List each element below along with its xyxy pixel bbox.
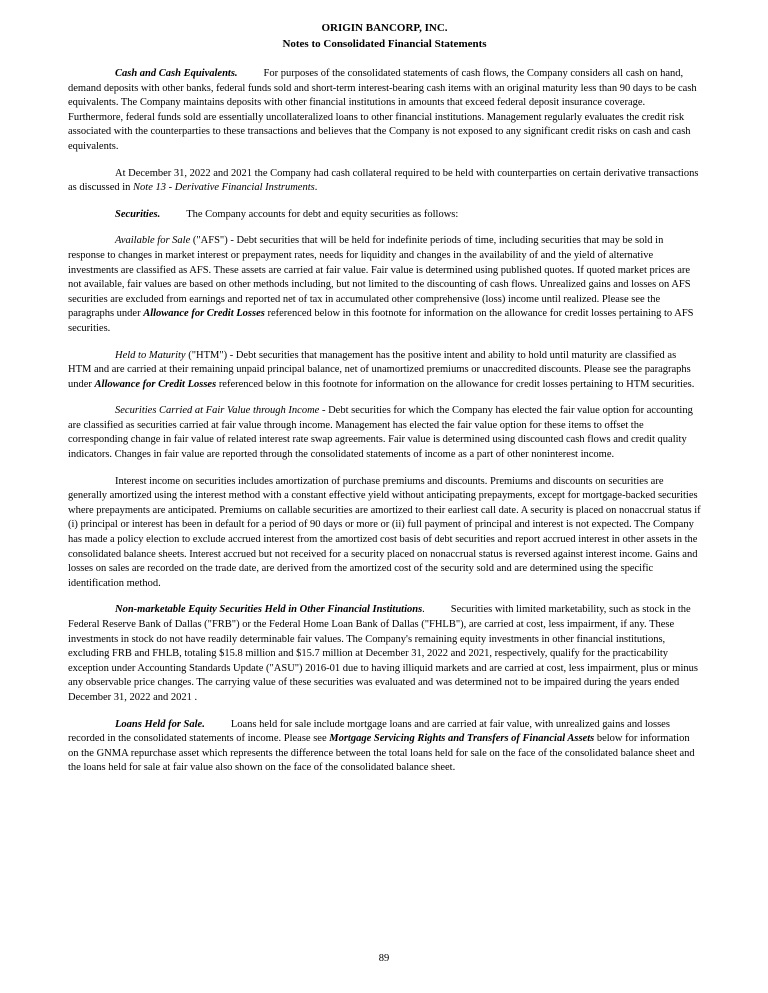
text-run: ("HTM") - Debt securities that management has the positive intent and ability to hold until maturity are classified as HTM and are carried at their remaining unpaid principal balance, net of unamortized premiums or unaccredited discounts. Please see the paragraphs under (68, 349, 691, 390)
italic-term: Note 13 - Derivative Financial Instruments (133, 182, 315, 194)
paragraph (68, 603, 701, 705)
bold-italic-term: Allowance for Credit Losses (143, 308, 265, 320)
text-run: Interest income on securities includes amortization of purchase premiums and discounts. Premiums and discounts on securities are generally amortized using the interest method with a constant effective yield without anticipating prepayments, except for mortgage-backed securities where prepayments are anticipated. Premiums on callable securities are amortized to their earliest call date. A security is placed on nonaccrual status if (i) principal or interest has been in default for a period of 90 days or more or (ii) full payment of principal and interest is not expected. The Company has made a policy election to exclude accrued interest from the amortized cost basis of debt securities and report accrued interest in other assets in the consolidated balance sheets. Interest accrued but not received for a security placed on nonaccrual status is reversed against interest income. Gains and losses on sales are recorded on the trade date, are derived from the amortized cost of the security sold and are determined using the specific identification method. (68, 475, 701, 589)
paragraph (68, 167, 701, 196)
text-run: Loans held for sale include mortgage loans and are carried at fair value, with unrealized gains and losses recorded in the consolidated statements of income. Please see (68, 718, 670, 745)
text-run: . (422, 604, 425, 616)
text-run: referenced below in this footnote for information on the allowance for credit losses pertaining to HTM securities. (216, 378, 695, 390)
italic-term: Securities Carried at Fair Value through Income (115, 405, 320, 417)
paragraph (68, 349, 701, 393)
page-number: 89 (378, 953, 390, 964)
bold-italic-term: Mortgage Servicing Rights and Transfers of Financial Assets (329, 733, 595, 745)
page-footer (0, 952, 768, 966)
text-run: . (314, 182, 318, 194)
italic-term: Held to Maturity (115, 349, 186, 361)
document-header (68, 20, 701, 52)
bold-italic-term: Cash and Cash Equivalents. (115, 68, 238, 79)
paragraph (68, 234, 701, 336)
paragraph (68, 718, 701, 776)
text-run: Securities with limited marketability, such as stock in the Federal Reserve Bank of Dallas ("FRB") or the Federal Home Loan Bank of Dallas ("FHLB"), are carried at cost, less impairment, if any. These investments in stock do not have readily determinable fair values. The Company's remaining equity investments in other financial institutions, excluding FRB and FHLB, totaling $15.8 million and $15.7 million at December 31, 2022 and 2021, respectively, qualify for the practicability exception under Accounting Standards Update ("ASU") 2016-01 due to having illiquid markets and are carried at cost, less impairment, plus or minus any observable price changes. The carrying value of these securities was evaluated and was determined not to be impaired during the years ended December 31, 2022 and 2021 . (68, 604, 698, 703)
paragraph (68, 208, 701, 223)
text-run: below for information on the GNMA repurchase asset which represents the difference between the total loans held for sale on the face of the consolidated balance sheet and the loans held for sale at fair value also shown on the face of the consolidated balance sheet. (68, 733, 695, 774)
paragraph (68, 475, 701, 592)
bold-italic-term: Allowance for Credit Losses (94, 378, 217, 390)
paragraph (68, 67, 701, 155)
bold-italic-term: Securities. (115, 208, 161, 220)
text-run: At December 31, 2022 and 2021 the Company had cash collateral required to be held with counterparties on certain derivative transactions as discussed in (68, 167, 699, 194)
document-title: Notes to Consolidated Financial Statements (282, 38, 487, 50)
text-run: - Debt securities for which the Company has elected the fair value option for accounting are classified as securities carried at fair value through income. Management has elected the fair value option for these items to offset the corresponding change in fair value of related interest rate swap agreements. Fair value is determined using discounted cash flows and credit quality indicators. Changes in fair value are reported through the consolidated statements of income as a part of other noninterest income. (68, 405, 693, 461)
bold-italic-term: Loans Held for Sale. (115, 718, 205, 730)
company-name: ORIGIN BANCORP, INC. (321, 22, 448, 34)
paragraph (68, 404, 701, 462)
text-run: ("AFS") - Debt securities that will be held for indefinite periods of time, including securities that may be sold in response to changes in market interest or prepayment rates, needs for liquidity and changes in the availability of and the yield of alternative investments are classified as AFS. These assets are carried at fair value. Fair value is determined using published quotes. If quoted market prices are not available, fair values are based on other methods including, but not limited to the discounting of cash flows. Unrealized gains and losses on AFS securities are excluded from earnings and reported net of tax in accumulated other comprehensive (loss) income until realized. Please see the paragraphs under (68, 235, 691, 320)
text-run: The Company accounts for debt and equity securities as follows: (186, 208, 459, 220)
italic-term: Available for Sale (115, 235, 191, 247)
bold-italic-term: Non-marketable Equity Securities Held in Other Financial Institutions (115, 604, 423, 616)
text-run: For purposes of the consolidated statements of cash flows, the Company considers all cash on hand, demand deposits with other banks, federal funds sold and short-term interest-bearing cash items with an original maturity less than 90 days to be cash equivalents. The Company maintains deposits with other financial institutions in amounts that exceed federal deposit insurance coverage. Furthermore, federal funds sold are essentially uncollateralized loans to other financial institutions. Management regularly evaluates the credit risk associated with the counterparties to these transactions and believes that the Company is not exposed to any significant credit risks on cash and cash equivalents. (68, 68, 697, 152)
text-run: referenced below in this footnote for information on the allowance for credit losses pertaining to AFS securities. (68, 308, 694, 334)
document-body (68, 67, 701, 776)
